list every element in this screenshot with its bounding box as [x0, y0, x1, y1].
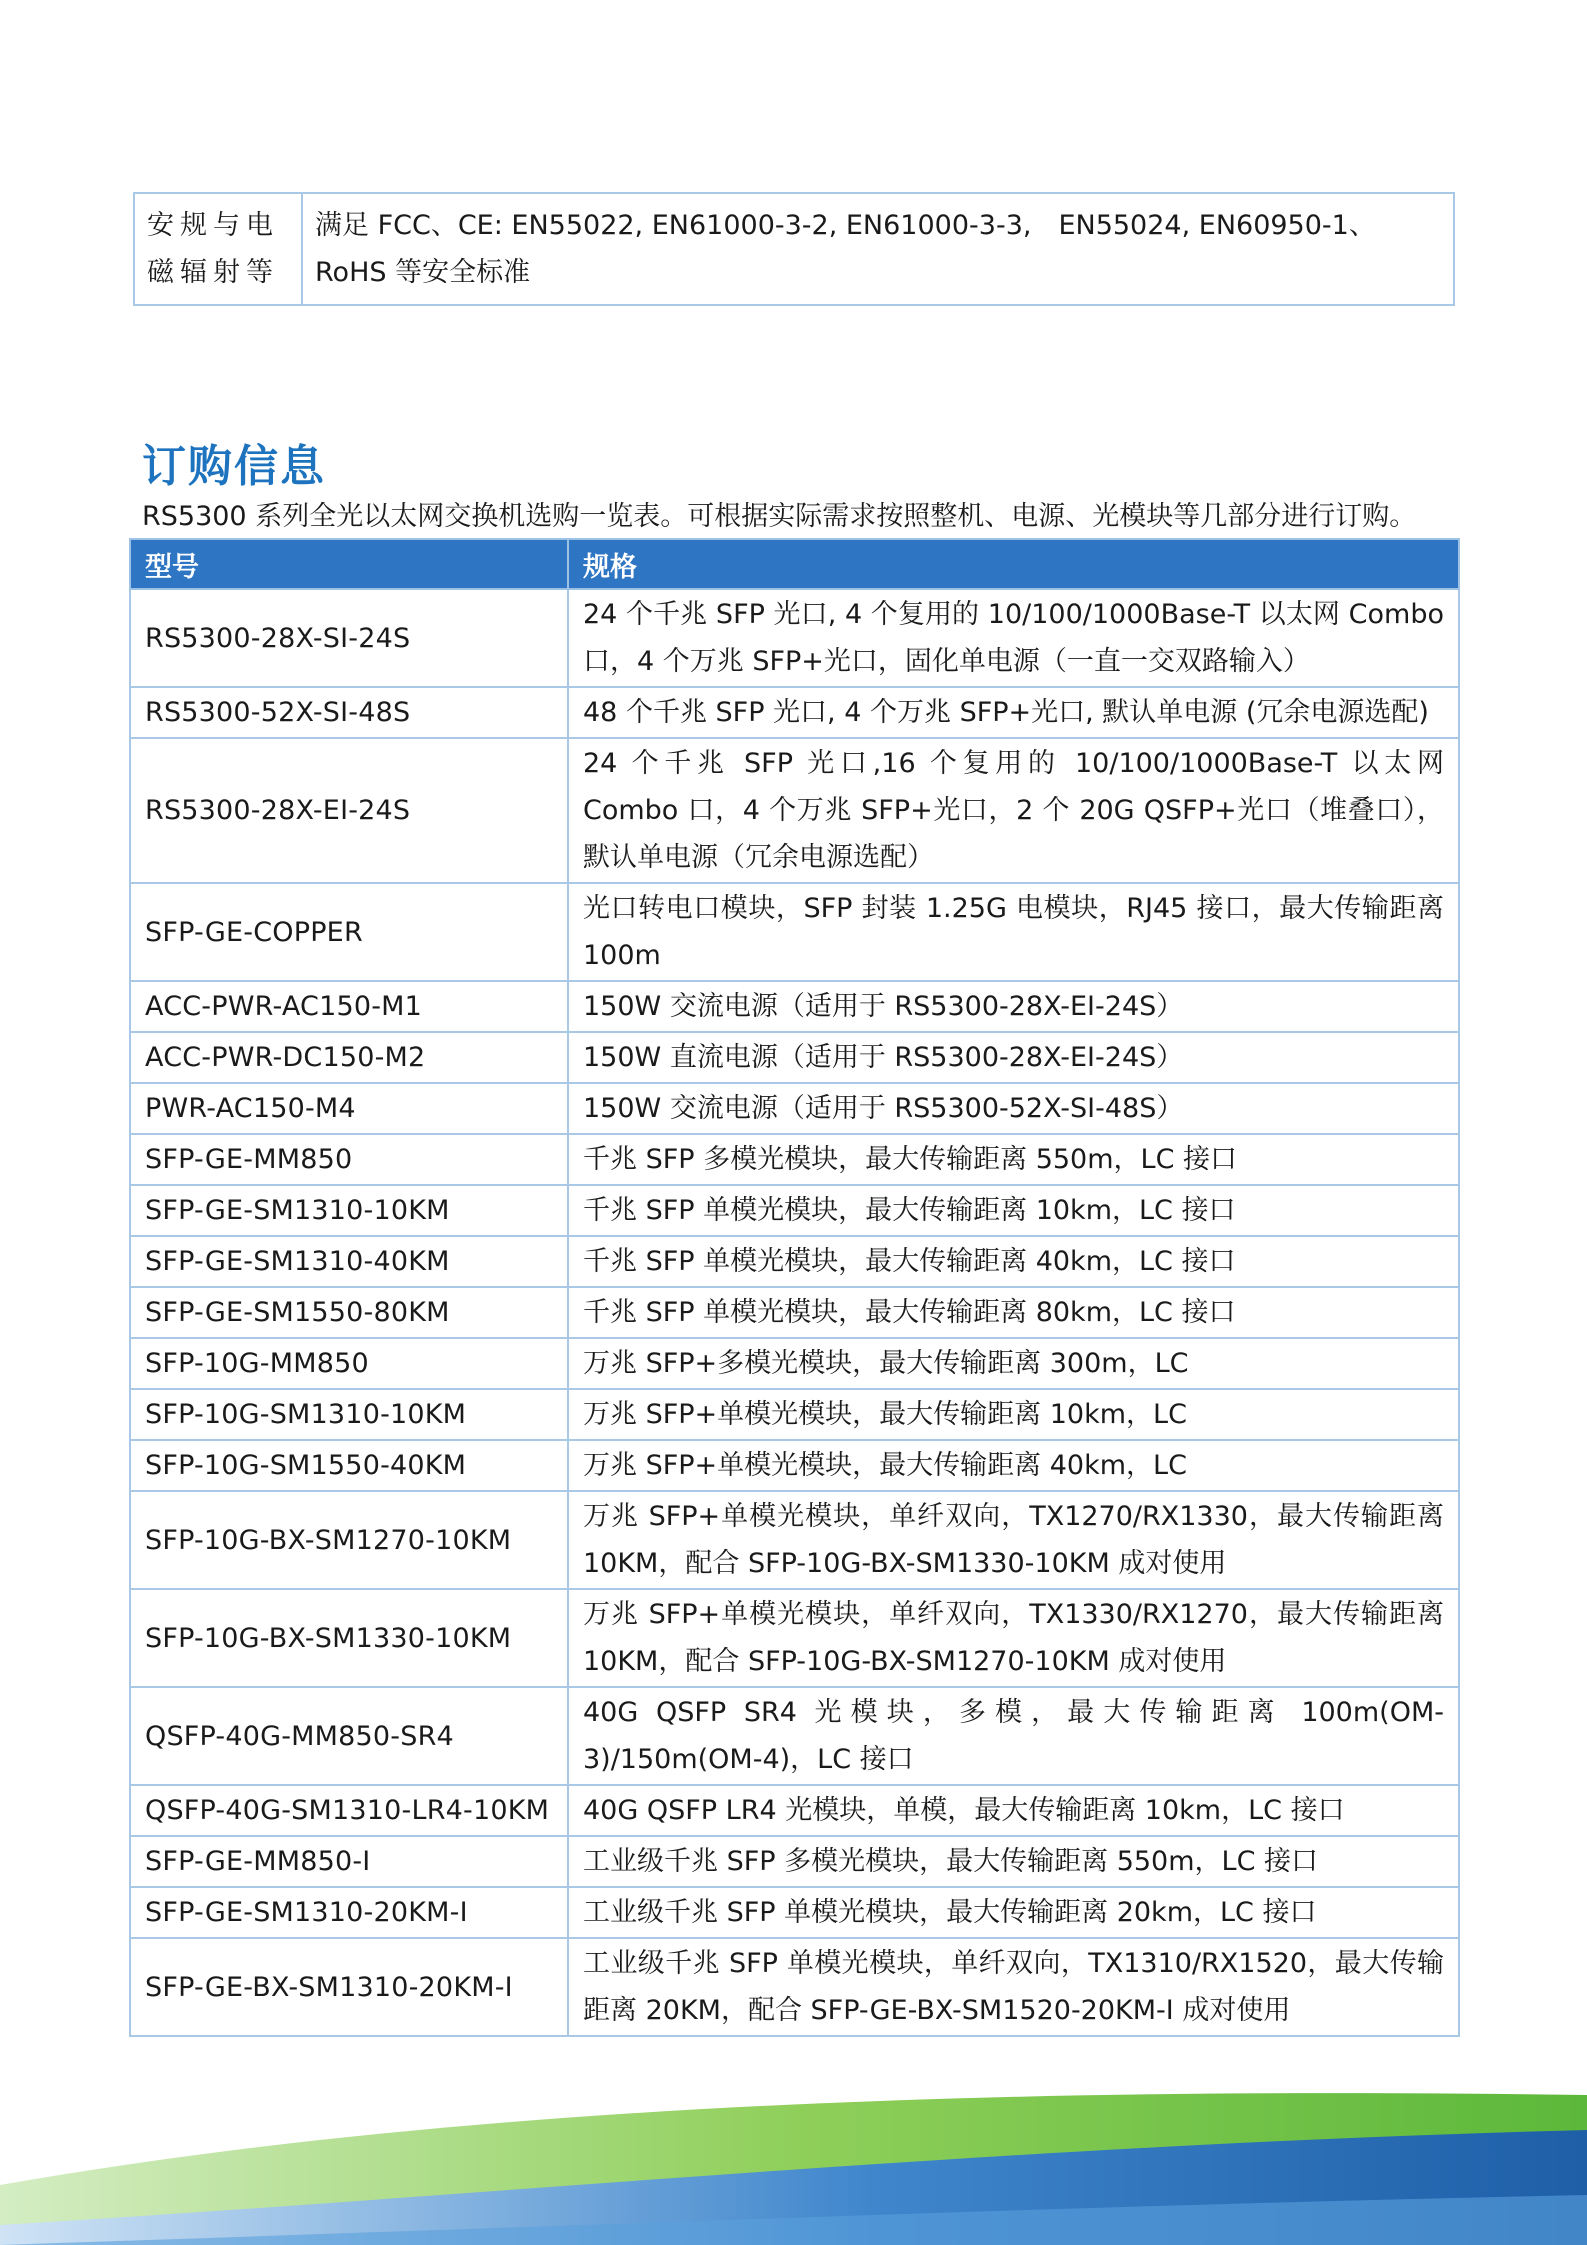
table-row — [130, 1134, 1459, 1185]
model-cell: SFP-10G-BX-SM1270-10KM — [130, 1491, 568, 1589]
section-intro: RS5300 系列全光以太网交换机选购一览表。可根据实际需求按照整机、电源、光模块等几部分进行订购。 — [142, 501, 1417, 532]
column-header-spec: 规格 — [568, 539, 1459, 589]
spec-cell: 40G QSFP LR4 光模块，单模，最大传输距离 10km，LC 接口 — [568, 1785, 1459, 1836]
safety-table — [133, 192, 1455, 306]
model-cell: SFP-GE-BX-SM1310-20KM-I — [130, 1938, 568, 2036]
table-row — [130, 1938, 1459, 2036]
model-cell: SFP-GE-SM1310-10KM — [130, 1185, 568, 1236]
model-cell: SFP-GE-SM1550-80KM — [130, 1287, 568, 1338]
spec-cell: 48 个千兆 SFP 光口, 4 个万兆 SFP+光口, 默认单电源 (冗余电源选配) — [568, 687, 1459, 738]
table-row — [130, 1836, 1459, 1887]
spec-cell: 万兆 SFP+单模光模块，最大传输距离 10km，LC — [568, 1389, 1459, 1440]
table-row — [130, 738, 1459, 883]
spec-cell: 万兆 SFP+单模光模块，单纤双向，TX1270/RX1330，最大传输距离 10KM，配合 SFP-10G-BX-SM1330-10KM 成对使用 — [568, 1491, 1459, 1589]
table-row — [130, 1440, 1459, 1491]
table-row — [130, 589, 1459, 687]
model-cell: RS5300-28X-SI-24S — [130, 589, 568, 687]
model-cell: SFP-GE-SM1310-40KM — [130, 1236, 568, 1287]
spec-cell: 万兆 SFP+单模光模块，最大传输距离 40km，LC — [568, 1440, 1459, 1491]
spec-cell: 万兆 SFP+多模光模块，最大传输距离 300m，LC — [568, 1338, 1459, 1389]
model-cell: SFP-10G-SM1550-40KM — [130, 1440, 568, 1491]
spec-cell: 40G QSFP SR4 光模块，多模，最大传输距离 100m(OM-3)/150m(OM-4)，LC 接口 — [568, 1687, 1459, 1785]
table-row — [130, 1287, 1459, 1338]
spec-cell: 150W 交流电源（适用于 RS5300-52X-SI-48S） — [568, 1083, 1459, 1134]
ordering-table — [129, 538, 1460, 2037]
model-cell: PWR-AC150-M4 — [130, 1083, 568, 1134]
spec-cell: 工业级千兆 SFP 多模光模块，最大传输距离 550m，LC 接口 — [568, 1836, 1459, 1887]
model-cell: ACC-PWR-AC150-M1 — [130, 981, 568, 1032]
table-row — [130, 1491, 1459, 1589]
table-row — [130, 1338, 1459, 1389]
model-cell: RS5300-52X-SI-48S — [130, 687, 568, 738]
table-row — [130, 981, 1459, 1032]
table-row — [130, 687, 1459, 738]
spec-cell: 万兆 SFP+单模光模块，单纤双向，TX1330/RX1270，最大传输距离 10KM，配合 SFP-10G-BX-SM1270-10KM 成对使用 — [568, 1589, 1459, 1687]
table-row — [130, 1887, 1459, 1938]
model-cell: SFP-GE-SM1310-20KM-I — [130, 1887, 568, 1938]
spec-cell: 工业级千兆 SFP 单模光模块，最大传输距离 20km，LC 接口 — [568, 1887, 1459, 1938]
spec-cell: 千兆 SFP 单模光模块，最大传输距离 80km，LC 接口 — [568, 1287, 1459, 1338]
model-cell: SFP-10G-SM1310-10KM — [130, 1389, 568, 1440]
model-cell: SFP-10G-MM850 — [130, 1338, 568, 1389]
table-row — [130, 1083, 1459, 1134]
spec-cell: 150W 交流电源（适用于 RS5300-28X-EI-24S） — [568, 981, 1459, 1032]
spec-cell: 工业级千兆 SFP 单模光模块，单纤双向，TX1310/RX1520，最大传输距离 20KM，配合 SFP-GE-BX-SM1520-20KM-I 成对使用 — [568, 1938, 1459, 2036]
spec-cell: 千兆 SFP 单模光模块，最大传输距离 40km，LC 接口 — [568, 1236, 1459, 1287]
table-row — [130, 1032, 1459, 1083]
model-cell: SFP-GE-MM850-I — [130, 1836, 568, 1887]
spec-cell: 千兆 SFP 单模光模块，最大传输距离 10km，LC 接口 — [568, 1185, 1459, 1236]
model-cell: SFP-GE-COPPER — [130, 883, 568, 981]
table-row — [130, 1785, 1459, 1836]
table-header-row — [130, 539, 1459, 589]
table-row — [130, 1389, 1459, 1440]
model-cell: RS5300-28X-EI-24S — [130, 738, 568, 883]
model-cell: SFP-10G-BX-SM1330-10KM — [130, 1589, 568, 1687]
section-title: 订购信息 — [142, 441, 326, 492]
table-row — [130, 883, 1459, 981]
model-cell: ACC-PWR-DC150-M2 — [130, 1032, 568, 1083]
safety-label: 安规与电磁辐射等 — [134, 193, 302, 305]
table-row — [134, 193, 1454, 305]
model-cell: QSFP-40G-MM850-SR4 — [130, 1687, 568, 1785]
spec-cell: 光口转电口模块，SFP 封装 1.25G 电模块，RJ45 接口，最大传输距离 100m — [568, 883, 1459, 981]
spec-cell: 150W 直流电源（适用于 RS5300-28X-EI-24S） — [568, 1032, 1459, 1083]
table-row — [130, 1687, 1459, 1785]
footer-wave-decoration — [0, 2075, 1587, 2245]
spec-cell: 24 个千兆 SFP 光口,16 个复用的 10/100/1000Base-T 以太网 Combo 口，4 个万兆 SFP+光口，2 个 20G QSFP+光口（堆叠口），默认单电源（冗余电源选配） — [568, 738, 1459, 883]
model-cell: QSFP-40G-SM1310-LR4-10KM — [130, 1785, 568, 1836]
spec-cell: 24 个千兆 SFP 光口, 4 个复用的 10/100/1000Base-T 以太网 Combo 口，4 个万兆 SFP+光口，固化单电源（一直一交双路输入） — [568, 589, 1459, 687]
model-cell: SFP-GE-MM850 — [130, 1134, 568, 1185]
table-row — [130, 1185, 1459, 1236]
table-row — [130, 1589, 1459, 1687]
table-row — [130, 1236, 1459, 1287]
spec-cell: 千兆 SFP 多模光模块，最大传输距离 550m，LC 接口 — [568, 1134, 1459, 1185]
safety-value: 满足 FCC、CE: EN55022, EN61000-3-2, EN61000-3-3, EN55024, EN60950-1、RoHS 等安全标准 — [302, 193, 1454, 305]
column-header-model: 型号 — [130, 539, 568, 589]
